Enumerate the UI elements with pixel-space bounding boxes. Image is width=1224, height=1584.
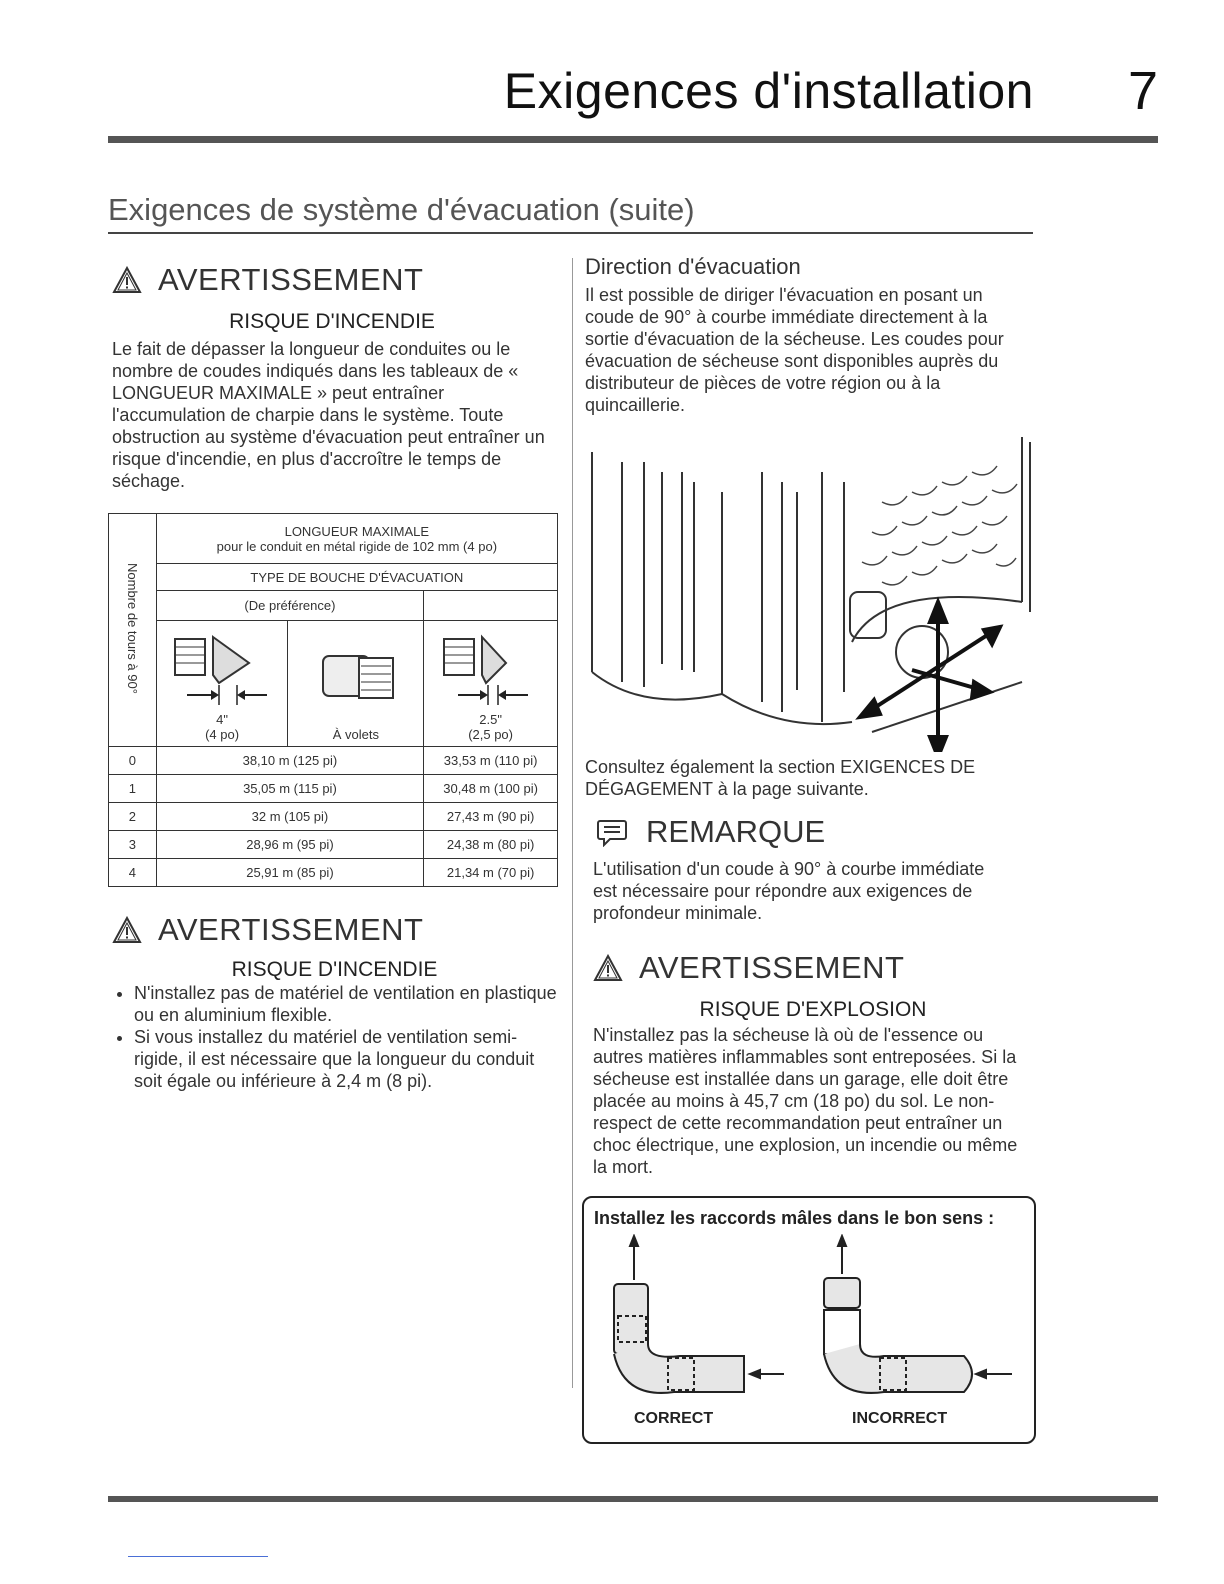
section-divider	[108, 232, 1033, 234]
list-item: • N'installez pas de matériel de ventilation en plastique ou en aluminium flexible.	[134, 982, 557, 1026]
other-length-cell: 21,34 m (70 pi)	[424, 859, 558, 887]
warning-heading: AVERTISSEMENT	[158, 912, 424, 947]
hood-4in-icon	[167, 629, 277, 709]
other-length-cell: 24,38 m (80 pi)	[424, 831, 558, 859]
warning-icon	[593, 954, 623, 982]
louvered-hood-icon	[301, 644, 411, 724]
warning-subheading: RISQUE D'EXPLOSION	[699, 998, 927, 1021]
turns-header-cell	[109, 514, 157, 747]
note-text: L'utilisation d'un coude à 90° à courbe immédiate est nécessaire pour répondre aux exigences de profondeur minimale.	[593, 859, 985, 923]
direction-section	[585, 254, 1035, 416]
other-header	[424, 591, 558, 621]
hood-louvered-cell	[288, 621, 424, 747]
hood-2-5in-dim: 2.5"	[479, 712, 502, 727]
note-section	[596, 814, 1036, 850]
turns-cell: 1	[109, 775, 157, 803]
table-row	[109, 775, 558, 803]
warning-explosion	[593, 950, 1033, 1178]
pref-length-cell: 28,96 m (95 pi)	[156, 831, 424, 859]
note-icon	[596, 817, 628, 847]
hood-louvered-label: À volets	[332, 727, 379, 742]
max-length-table	[108, 513, 558, 887]
top-divider	[108, 136, 1158, 143]
warning-fire-2	[112, 912, 557, 1092]
hood-2-5in-cell	[424, 621, 558, 747]
turns-cell: 2	[109, 803, 157, 831]
warning-heading: AVERTISSEMENT	[158, 262, 424, 297]
pref-length-cell: 38,10 m (125 pi)	[156, 747, 424, 775]
table-row	[109, 803, 558, 831]
section-title: Exigences de système d'évacuation (suite)	[108, 192, 695, 227]
pref-length-cell: 25,91 m (85 pi)	[156, 859, 424, 887]
hood-2-5in-dim-metric: (2,5 po)	[468, 727, 513, 742]
table-row	[109, 831, 558, 859]
table-title-line1: LONGUEUR MAXIMALE	[284, 523, 430, 539]
hood-4in-dim: 4"	[216, 712, 228, 727]
note-heading: REMARQUE	[646, 814, 826, 849]
see-also-text: Consultez également la section EXIGENCES DE DÉGAGEMENT à la page suivante.	[585, 757, 976, 799]
hood-4in-cell	[156, 621, 288, 747]
hood-type-header: TYPE DE BOUCHE D'ÉVACUATION	[156, 564, 557, 591]
warning-heading: AVERTISSEMENT	[639, 950, 905, 985]
page-title: Exigences d'installation	[503, 63, 1034, 119]
warning-text: Le fait de dépasser la longueur de conduites ou le nombre de coudes indiqués dans les tableaux de « LONGUEUR MAXIMALE » peut entraîner l'accumulation de charpie dans le système. Toute obstruction au système d'évacuation peut entraîner un risque d'incendie, en plus d'accroître le temps de séchage.	[112, 339, 545, 491]
table-row	[109, 859, 558, 887]
footer-line	[128, 1556, 268, 1557]
turns-cell: 0	[109, 747, 157, 775]
warning-icon	[112, 916, 142, 944]
pref-length-cell: 35,05 m (115 pi)	[156, 775, 424, 803]
fittings-diagram	[584, 1234, 1034, 1404]
turns-header: Nombre de tours à 90°	[124, 563, 140, 694]
incorrect-label: INCORRECT	[852, 1410, 948, 1427]
warning-bullets	[112, 982, 557, 1092]
fittings-title: Installez les raccords mâles dans le bon sens :	[594, 1208, 995, 1228]
other-length-cell: 30,48 m (100 pi)	[424, 775, 558, 803]
bottom-divider	[108, 1496, 1158, 1502]
column-divider	[572, 258, 573, 1388]
warning-fire-1	[112, 262, 552, 492]
table-row	[109, 747, 558, 775]
turns-cell: 4	[109, 859, 157, 887]
turns-cell: 3	[109, 831, 157, 859]
table-title	[156, 514, 557, 564]
other-length-cell: 27,43 m (90 pi)	[424, 803, 558, 831]
pref-length-cell: 32 m (105 pi)	[156, 803, 424, 831]
hood-2-5in-icon	[436, 629, 546, 709]
page-number: 7	[1127, 61, 1158, 121]
warning-subheading: RISQUE D'INCENDIE	[231, 958, 438, 981]
preference-header: (De préférence)	[156, 591, 424, 621]
hood-4in-dim-metric: (4 po)	[205, 727, 240, 742]
direction-text: Il est possible de diriger l'évacuation en posant un coude de 90° à courbe immédiate directement à la sortie d'évacuation de la sécheuse. Les coudes pour évacuation de sécheuse sont disponibles auprès du distributeur de pièces de votre région ou à la quincaillerie.	[585, 285, 1004, 415]
list-item: • Si vous installez du matériel de ventilation semi-rigide, il est nécessaire que la longueur du conduit soit égale ou inférieure à 2,4 m (8 pi).	[134, 1026, 557, 1092]
warning-subheading: RISQUE D'INCENDIE	[229, 310, 435, 333]
fittings-box	[582, 1196, 1036, 1444]
dryer-exhaust-illustration	[582, 432, 1032, 752]
warning-icon	[112, 266, 142, 294]
other-length-cell: 33,53 m (110 pi)	[424, 747, 558, 775]
correct-label: CORRECT	[634, 1410, 714, 1427]
direction-title: Direction d'évacuation	[585, 254, 801, 279]
warning-text: N'installez pas la sécheuse là où de l'essence ou autres matières inflammables sont entreposées. Si la sécheuse est installée dans un garage, elle doit être placée au moins à 45,7 cm (18 po) du sol. Le non-respect de cette recommandation peut entraîner un choc électrique, une explosion, un incendie ou même la mort.	[593, 1025, 1018, 1177]
table-title-line2: pour le conduit en métal rigide de 102 mm (4 po)	[216, 538, 498, 554]
